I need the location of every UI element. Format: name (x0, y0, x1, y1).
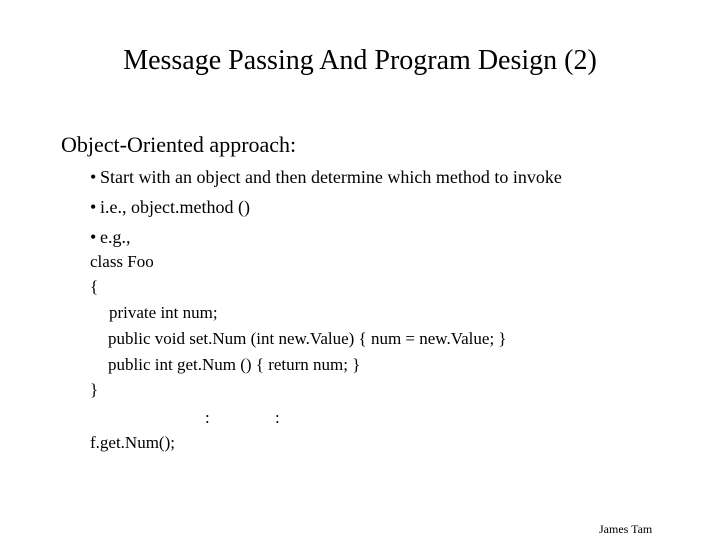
code-line: class Foo (90, 252, 154, 271)
code-line: } (90, 380, 99, 399)
bullet-item (90, 225, 131, 249)
code-line: public void set.Num (int new.Value) { num = new.Value; } (108, 329, 507, 348)
bullet-glyph: • (90, 167, 97, 187)
bullet-text: Start with an object and then determine which method to invoke (100, 167, 562, 187)
code-line: : (275, 408, 280, 427)
code-line: { (90, 277, 99, 296)
bullet-item (90, 195, 250, 219)
section-heading: Object-Oriented approach: (61, 132, 297, 157)
code-line: f.get.Num(); (90, 433, 175, 452)
code-line: : (205, 408, 210, 427)
bullet-text: i.e., object.method () (100, 197, 250, 217)
bullet-glyph: • (90, 197, 97, 217)
author-footer: James Tam (599, 522, 653, 536)
code-line: public int get.Num () { return num; } (108, 355, 361, 374)
bullet-text: e.g., (100, 227, 131, 247)
code-line: private int num; (109, 303, 218, 322)
slide-title: Message Passing And Program Design (2) (123, 45, 597, 76)
bullet-glyph: • (90, 227, 97, 247)
bullet-item (90, 165, 562, 189)
